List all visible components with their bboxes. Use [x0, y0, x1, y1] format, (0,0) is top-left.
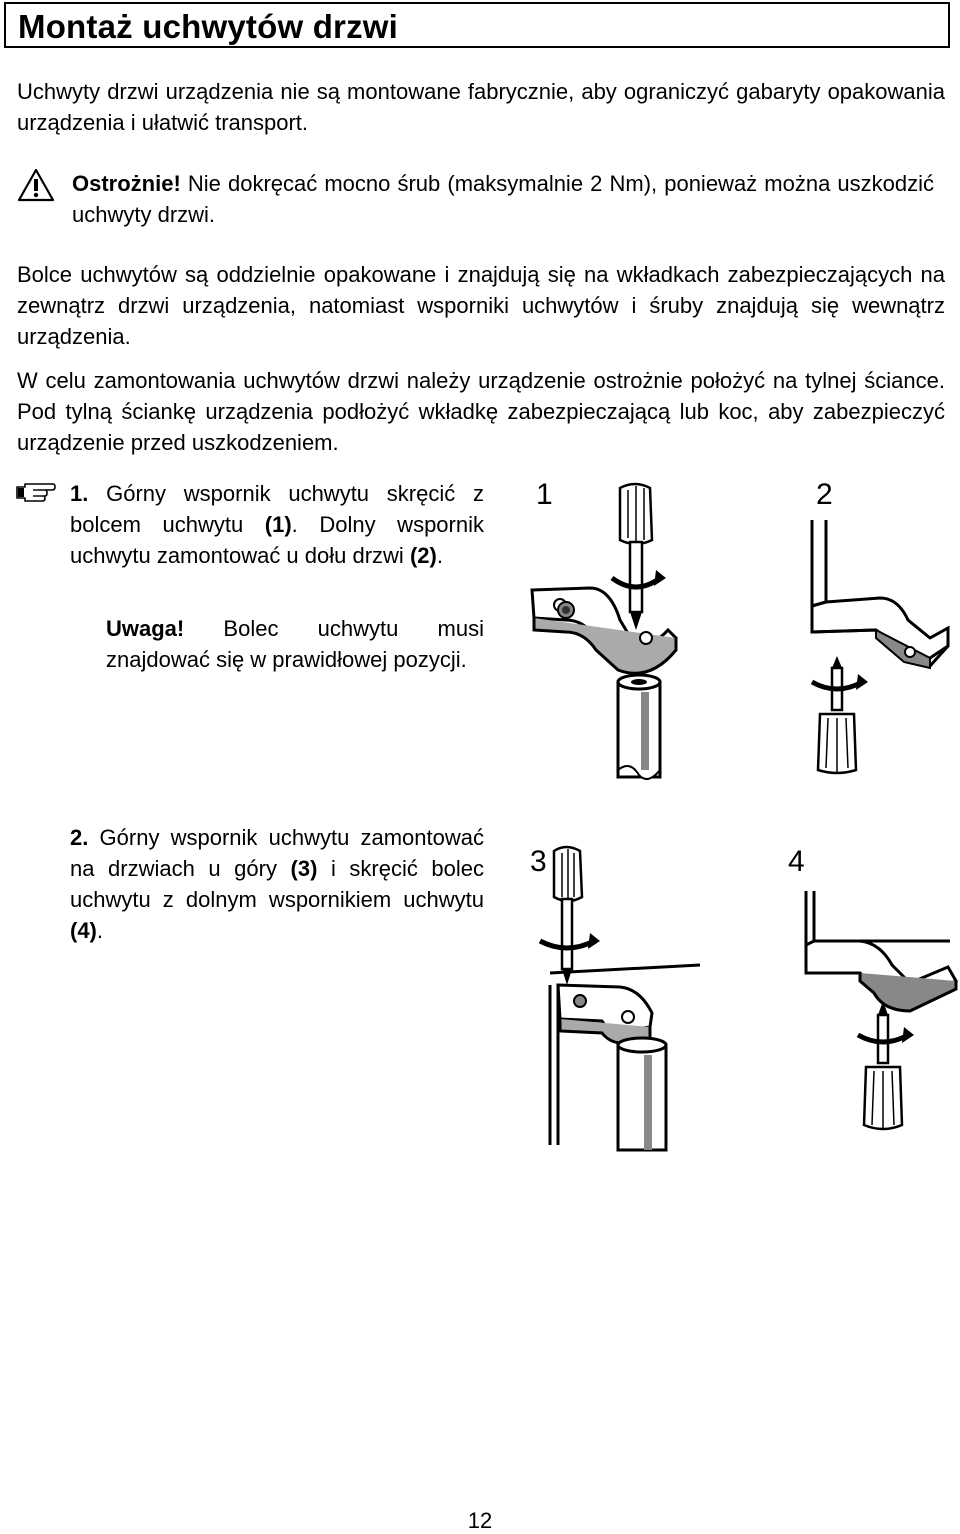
figure-3-label: 3: [530, 845, 547, 878]
pointing-hand-icon: [15, 479, 57, 503]
warning-paragraph: [72, 168, 934, 230]
step-1: 1. Górny wspornik uchwytu skręcić z bolcem uchwytu (1). Dolny wspornik uchwytu zamontować u dołu drzwi (2).: [70, 481, 484, 568]
note-label: Uwaga!: [106, 616, 185, 641]
warning-label: Ostrożnie!: [72, 171, 181, 196]
intro-paragraph: Uchwyty drzwi urządzenia nie są montowane fabrycznie, aby ograniczyć gabaryty opakowania urządzenia i ułatwić transport.: [17, 79, 945, 135]
title-box: [4, 2, 950, 48]
figure-2-illustration: [780, 470, 960, 780]
step-1-number: 1.: [70, 481, 89, 506]
warning-text: Nie dokręcać mocno śrub (maksymalnie 2 Nm), ponieważ można uszkodzić uchwyty drzwi.: [72, 171, 934, 227]
figure-4-label: 4: [788, 845, 805, 878]
figure-3-illustration: [520, 835, 710, 1155]
figure-2-label: 2: [816, 478, 833, 511]
step-2: 2. Górny wspornik uchwytu zamontować na drzwiach u góry (3) i skręcić bolec uchwytu z dolnym wspornikiem uchwytu (4).: [70, 825, 484, 943]
page-number: 12: [467, 1508, 493, 1533]
page-title: Montaż uchwytów drzwi: [18, 8, 399, 45]
figure-1-illustration: [500, 470, 710, 790]
step-1-note: Uwaga! Bolec uchwytu musi znajdować się w prawidłowej pozycji.: [106, 616, 484, 672]
mounting-paragraph: W celu zamontowania uchwytów drzwi należy urządzenie ostrożnie położyć na tylnej ściance. Pod tylną ściankę urządzenia podłożyć wkładkę zabezpieczającą lub koc, aby zabezpieczyć urządzenie przed uszkodzeniem.: [17, 368, 945, 455]
figure-1-label: 1: [536, 478, 553, 511]
step-2-number: 2.: [70, 825, 89, 850]
warning-icon: [17, 168, 55, 202]
figure-4-illustration: [780, 835, 960, 1145]
bolts-paragraph: Bolce uchwytów są oddzielnie opakowane i znajdują się na wkładkach zabezpieczających na zewnątrz drzwi urządzenia, natomiast wsporniki uchwytów i śruby znajdują się wewnątrz urządzenia.: [17, 262, 945, 349]
